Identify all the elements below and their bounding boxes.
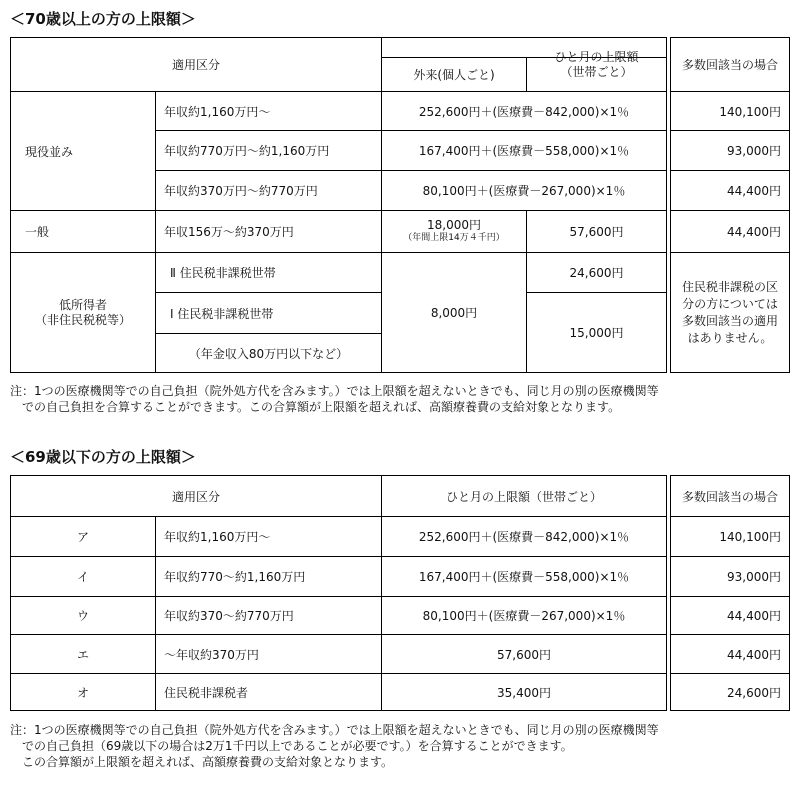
t2-row5-income: 住民税非課税者 (164, 685, 249, 700)
section2-title: ＜69歳以下の方の上限額＞ (10, 448, 196, 466)
t2-row4-income: ～年収約370万円 (164, 647, 259, 662)
header-hitotsuki-line1: ひと月の上限額 (554, 49, 639, 64)
header-tasu: 多数回該当の場合 (681, 58, 778, 72)
tei-ii-label: Ⅱ 住民税非課税世帯 (170, 266, 276, 280)
header-tekiyo: 適用区分 (171, 58, 220, 72)
ippan-income: 年収156万～約370万円 (164, 225, 294, 239)
t2-row5-limit: 35,400円 (497, 685, 551, 700)
row3-tasu: 44,400円 (727, 184, 781, 198)
row2-limit: 167,400円＋(医療費－558,000)×1％ (418, 144, 630, 158)
tei-tasu-line4: はありません。 (687, 330, 773, 345)
t2-header-tasu: 多数回該当の場合 (681, 489, 778, 504)
t2-row1-tasu: 140,100円 (719, 530, 781, 544)
t2-row1-income: 年収約1,160万円～ (164, 530, 271, 544)
row1-limit: 252,600円＋(医療費－842,000)×1％ (418, 104, 630, 119)
ippan-setai: 57,600円 (569, 225, 624, 239)
t2-row3-tasu: 44,400円 (727, 609, 781, 623)
group-genyaku: 現役並み (25, 144, 74, 159)
ippan-gairai-note: （年間上限14万４千円） (403, 232, 505, 243)
t2-row1-limit: 252,600円＋(医療費－842,000)×1％ (418, 530, 630, 544)
section2-note-line2: での自己負担（69歳以下の場合は2万1千円以上であることが必要です。）を合算することができます。 (10, 739, 573, 753)
row3-income: 年収約370万円～約770万円 (164, 184, 318, 198)
header-hitotsuki-line2: （世帯ごと） (560, 64, 633, 79)
header-hitotsuki (527, 38, 666, 91)
t2-header-tekiyo: 適用区分 (171, 489, 220, 504)
group-ippan: 一般 (25, 225, 50, 239)
row2-tasu: 93,000円 (727, 144, 781, 158)
t2-row4-limit: 57,600円 (497, 647, 551, 662)
row2-income: 年収約770万円～約1,160万円 (164, 144, 330, 158)
row3-limit: 80,100円＋(医療費－267,000)×1％ (422, 184, 626, 198)
tei-i-label: Ⅰ 住民税非課税世帯 (170, 306, 274, 321)
t2-row3-income: 年収約370～約770万円 (164, 609, 294, 623)
tei-gairai: 8,000円 (430, 306, 478, 320)
tei-tasu-line1: 住民税非課税の区 (681, 279, 778, 294)
t2-row4-cat: エ (76, 647, 89, 662)
t2-header-hitotsuki: ひと月の上限額（世帯ごと） (445, 489, 602, 504)
ippan-gairai (382, 211, 526, 252)
tei-i-setai: 15,000円 (569, 326, 624, 340)
section1-note-line1: 注：1つの医療機関等での自己負担（院外処方代を含みます。）では上限額を超えないときでも、同じ月の別の医療機関等 (10, 384, 659, 398)
t2-row3-limit: 80,100円＋(医療費－267,000)×1％ (422, 609, 626, 623)
t2-row2-limit: 167,400円＋(医療費－558,000)×1％ (418, 570, 630, 584)
section2-note (10, 722, 659, 770)
section1-title: ＜70歳以上の方の上限額＞ (10, 10, 196, 28)
group-teishotoku-line2: （非住民税税等） (34, 312, 131, 327)
section1-note (10, 383, 659, 415)
ippan-gairai-value: 18,000円 (427, 217, 481, 232)
t2-row4-tasu: 44,400円 (727, 647, 781, 662)
t2-row5-tasu: 24,600円 (727, 685, 781, 700)
tei-tasu-note (671, 253, 789, 372)
t2-row1-cat: ア (76, 530, 89, 544)
row1-tasu: 140,100円 (719, 104, 781, 119)
section2-note-line3: この合算額が上限額を超えれば、高額療養費の支給対象となります。 (10, 755, 394, 769)
t2-row2-cat: イ (76, 570, 89, 584)
group-teishotoku-line1: 低所得者 (58, 297, 107, 312)
tei-i-sub: （年金収入80万円以下など） (188, 346, 349, 361)
group-teishotoku (11, 253, 155, 372)
t2-row5-cat: オ (76, 685, 89, 700)
tei-ii-setai: 24,600円 (569, 266, 624, 280)
section1-note-line2: での自己負担を合算することができます。この合算額が上限額を超えれば、高額療養費の支給対象となります。 (10, 400, 621, 414)
ippan-tasu: 44,400円 (727, 225, 781, 239)
tei-tasu-line3: 多数回該当の適用 (681, 313, 778, 328)
t2-row3-cat: ウ (76, 609, 89, 623)
section2-note-line1: 注：1つの医療機関等での自己負担（院外処方代を含みます。）では上限額を超えないときでも、同じ月の別の医療機関等 (10, 723, 659, 737)
t2-row2-income: 年収約770～約1,160万円 (164, 570, 306, 584)
row1-income: 年収約1,160万円～ (164, 104, 271, 119)
tei-tasu-line2: 分の方については (682, 296, 778, 311)
header-gairai: 外来(個人ごと) (413, 68, 495, 82)
t2-row2-tasu: 93,000円 (727, 570, 781, 584)
